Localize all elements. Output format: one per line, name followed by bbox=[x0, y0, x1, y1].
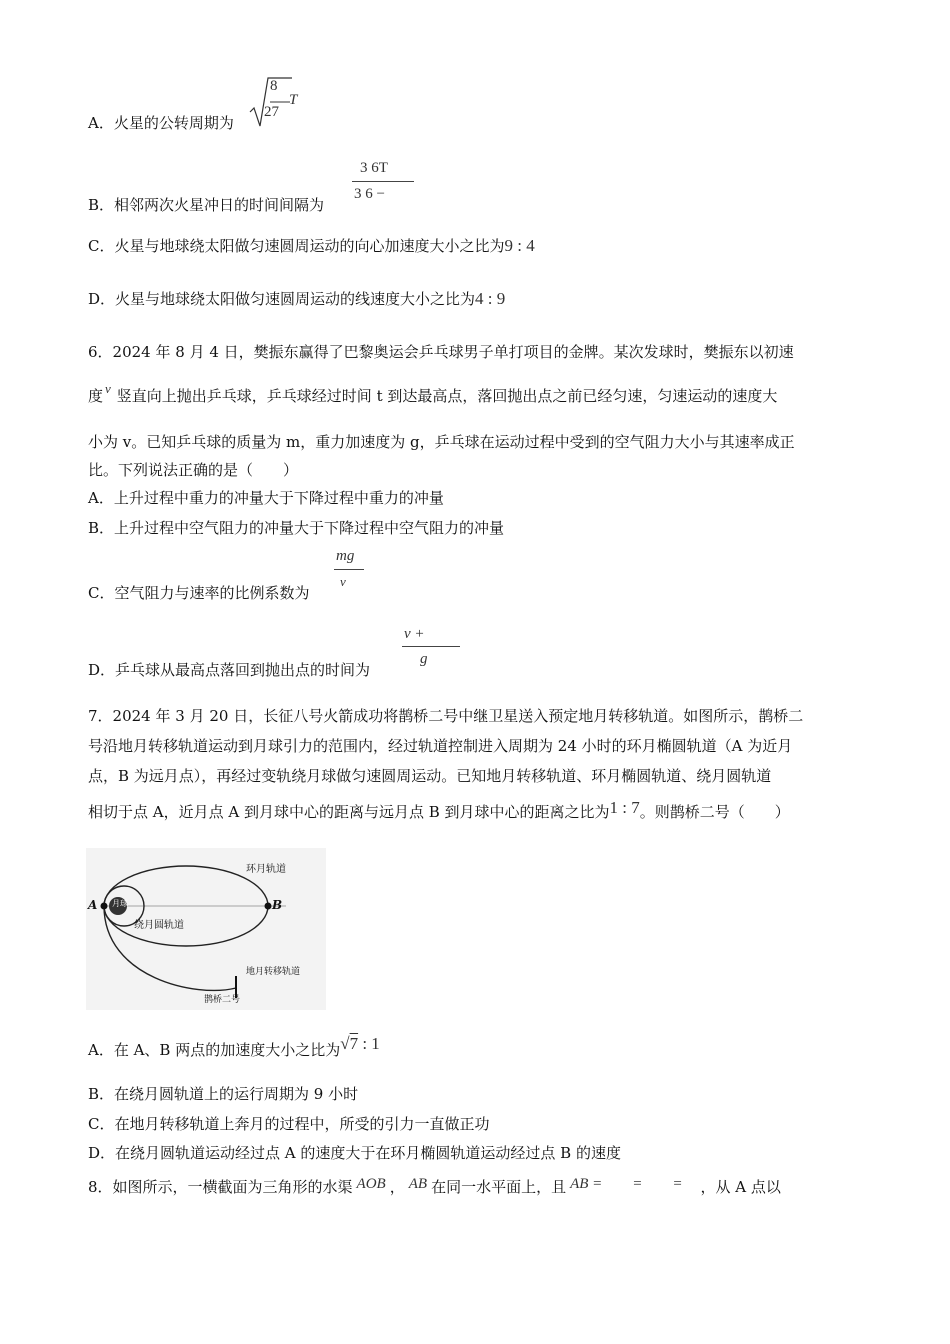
q7-option-c: C．在地月转移轨道上奔月的过程中，所受的引力一直做正功 bbox=[88, 1115, 490, 1133]
q6-option-d bbox=[88, 660, 370, 680]
q5-a-var: T bbox=[289, 92, 298, 108]
q5-d-ratio: 4 : 9 bbox=[475, 289, 506, 308]
q7-line-3: 点，B 为远月点），再经过变轨绕月球做匀速圆周运动。已知地月转移轨道、环月椭圆轨道、绕月圆轨道 bbox=[88, 767, 772, 785]
q8-mid: ， bbox=[389, 1178, 405, 1196]
q7-line-4-pre: 相切于点 A，近月点 A 到月球中心的距离与远月点 B 到月球中心的距离之比为 bbox=[88, 803, 610, 821]
point-a bbox=[101, 903, 108, 910]
q6-line-2-post: 竖直向上抛出乒乓球，乒乓球经过时间 t 到达最高点，落回抛出点之前已经匀速，匀速运动的速度大 bbox=[116, 387, 778, 405]
q7-a-tail: : 1 bbox=[362, 1034, 380, 1053]
q6-option-b: B．上升过程中空气阻力的冲量大于下降过程中空气阻力的冲量 bbox=[88, 519, 505, 537]
q5-option-d bbox=[88, 289, 505, 309]
orbit-diagram bbox=[86, 848, 326, 1010]
q7-option-b: B．在绕月圆轨道上的运行周期为 9 小时 bbox=[88, 1085, 359, 1103]
q8-aob: AOB bbox=[356, 1176, 386, 1192]
q6-line-3: 小为 v。已知乒乓球的质量为 m，重力加速度为 g，乒乓球在运动过程中受到的空气阻力大小与其速率成正 bbox=[88, 433, 795, 451]
q6-d-frac-bar bbox=[402, 646, 460, 647]
q5-option-c-text: C．火星与地球绕太阳做匀速圆周运动的向心加速度大小之比为 bbox=[88, 237, 505, 255]
q8-post: ，从 A 点以 bbox=[700, 1178, 781, 1196]
q6-c-num: mg bbox=[336, 548, 355, 564]
label-moon: 月球 bbox=[112, 899, 128, 908]
q8-pre: 8．如图所示，一横截面为三角形的水渠 bbox=[88, 1178, 353, 1196]
q8-mid2: 在同一水平面上，且 bbox=[431, 1178, 567, 1196]
label-a: A bbox=[88, 898, 98, 912]
q5-option-d-text: D．火星与地球绕太阳做匀速圆周运动的线速度大小之比为 bbox=[88, 290, 476, 308]
q6-c-frac-bar bbox=[334, 569, 364, 570]
q6-d-num: v + bbox=[404, 626, 425, 642]
q7-line-1: 7．2024 年 3 月 20 日，长征八号火箭成功将鹊桥二号中继卫星送入预定地月转移轨道。如图所示，鹊桥二 bbox=[88, 707, 804, 725]
q7-option-a-text: A．在 A、B 两点的加速度大小之比为 bbox=[88, 1041, 341, 1059]
label-ring-orbit: 环月轨道 bbox=[246, 864, 286, 875]
q5-option-b-text: B．相邻两次火星冲日的时间间隔为 bbox=[88, 196, 325, 214]
q8-line-1 bbox=[88, 1177, 781, 1198]
label-b: B bbox=[272, 898, 283, 912]
q5-b-den: 3 6 − bbox=[354, 186, 385, 202]
q5-option-b bbox=[88, 195, 324, 215]
q6-option-c bbox=[88, 583, 309, 603]
q6-line-4: 比。下列说法正确的是（ ） bbox=[88, 461, 299, 479]
q6-line-2 bbox=[88, 381, 778, 407]
q5-a-den: 27 bbox=[264, 104, 279, 120]
q6-option-d-text: D．乒乓球从最高点落回到抛出点的时间为 bbox=[88, 661, 371, 679]
q7-option-a: A．在 A、B 两点的加速度大小之比为√7 : 1 bbox=[88, 1034, 380, 1059]
q5-option-a bbox=[88, 113, 234, 133]
label-circle-orbit: 绕月圆轨道 bbox=[134, 920, 184, 931]
q8-ab: AB bbox=[408, 1176, 428, 1192]
q6-line-1: 6．2024 年 8 月 4 日，樊振东赢得了巴黎奥运会乒乓球男子单打项目的金牌。某次发球时，樊振东以初速 bbox=[88, 343, 794, 361]
q5-b-frac-bar bbox=[352, 181, 414, 182]
q7-option-d: D．在绕月圆轨道运动经过点 A 的速度大于在环月椭圆轨道运动经过点 B 的速度 bbox=[88, 1144, 621, 1162]
q6-option-c-text: C．空气阻力与速率的比例系数为 bbox=[88, 584, 310, 602]
q7-a-root: 7 bbox=[349, 1034, 359, 1053]
q6-option-a: A．上升过程中重力的冲量大于下降过程中重力的冲量 bbox=[88, 489, 444, 507]
point-b bbox=[265, 903, 272, 910]
q5-option-c bbox=[88, 236, 535, 256]
q6-d-den: g bbox=[420, 651, 428, 667]
q6-c-den: v bbox=[340, 574, 346, 589]
q5-option-a-text: A．火星的公转周期为 bbox=[88, 114, 234, 132]
label-transfer-orbit: 地月转移轨道 bbox=[246, 967, 301, 977]
q5-c-ratio: 9 : 4 bbox=[504, 236, 535, 255]
q6-line-2-pre: 度 bbox=[88, 387, 104, 405]
label-satellite: 鹊桥二号 bbox=[204, 995, 241, 1005]
q7-ratio: 1 : 7 bbox=[609, 798, 640, 817]
q7-line-2: 号沿地月转移轨道运动到月球引力的范围内，经过轨道控制进入周期为 24 小时的环月椭圆轨道（A 为近月 bbox=[88, 737, 793, 755]
q7-line-4 bbox=[88, 798, 790, 822]
q7-line-4-post: 。则鹊桥二号（ ） bbox=[639, 803, 790, 821]
sqrt-symbol bbox=[248, 74, 308, 132]
q6-v0-symbol: v bbox=[105, 381, 111, 396]
q8-eq: AB = = = bbox=[570, 1176, 683, 1192]
q5-a-num: 8 bbox=[270, 78, 278, 94]
q5-b-num: 3 6T bbox=[360, 160, 388, 176]
orbit-diagram-svg bbox=[86, 848, 326, 1010]
